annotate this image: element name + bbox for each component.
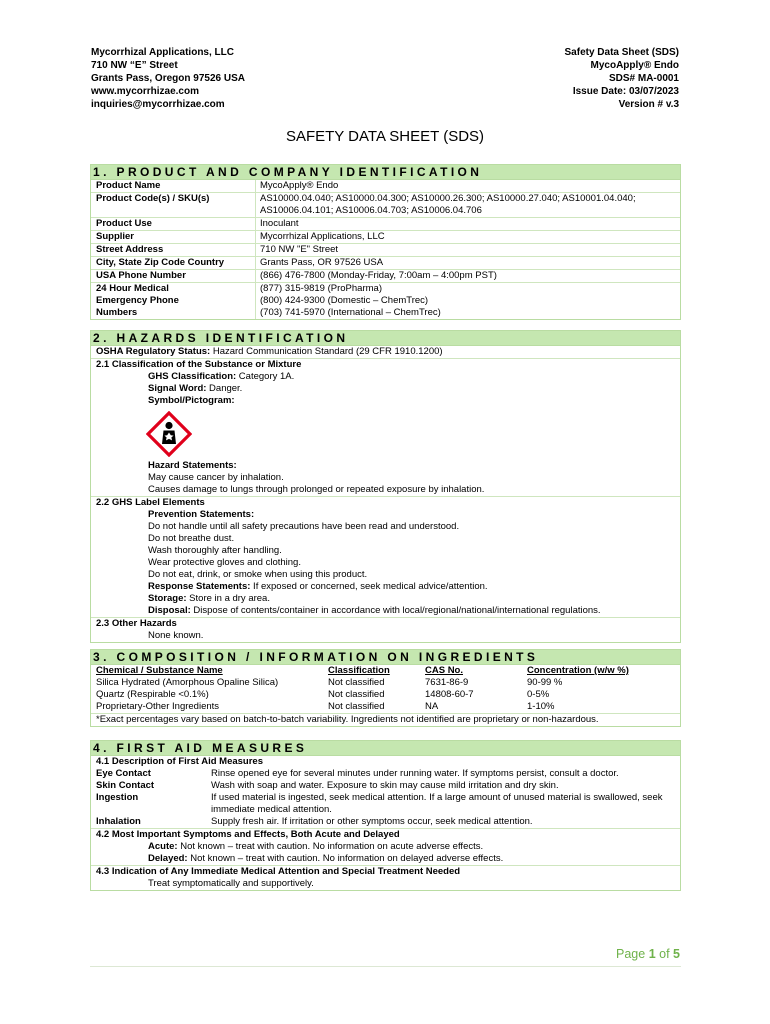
section-heading: 4. FIRST AID MEASURES bbox=[91, 741, 680, 756]
first-aid-row bbox=[91, 792, 680, 816]
subsection-title: 4.1 Description of First Aid Measures bbox=[96, 756, 263, 767]
table-row bbox=[91, 180, 680, 193]
signal-value: Danger. bbox=[206, 383, 243, 394]
sds-number: SDS# MA-0001 bbox=[608, 73, 679, 84]
acute-effects bbox=[96, 841, 680, 853]
ghs-label: GHS Classification: bbox=[148, 371, 237, 382]
emergency-label-line: 24 Hour Medical bbox=[96, 283, 169, 294]
signal-label: Signal Word: bbox=[148, 383, 207, 394]
table-cell: NA bbox=[425, 701, 439, 712]
osha-value: Hazard Communication Standard (29 CFR 1910.1200) bbox=[210, 346, 443, 357]
prevention-statement: Do not eat, drink, or smoke when using this product. bbox=[148, 569, 368, 580]
page-current: 1 bbox=[648, 947, 656, 961]
table-cell: Not classified bbox=[328, 677, 385, 688]
health-hazard-pictogram-icon bbox=[146, 411, 192, 457]
table-row-emergency bbox=[91, 283, 680, 319]
acute-value: Not known – treat with caution. No information on acute adverse effects. bbox=[177, 841, 484, 852]
company-website: www.mycorrhizae.com bbox=[91, 86, 199, 97]
document-info-block bbox=[565, 46, 679, 111]
page-number bbox=[616, 948, 680, 960]
page-title: SAFETY DATA SHEET (SDS) bbox=[285, 128, 485, 145]
column-header: Classification bbox=[328, 665, 390, 676]
column-header: Chemical / Substance Name bbox=[96, 665, 223, 676]
subsection-4-2 bbox=[91, 829, 680, 866]
storage-label: Storage: bbox=[148, 593, 187, 604]
disposal-statement bbox=[96, 605, 680, 617]
osha-status bbox=[91, 346, 680, 359]
acute-label: Acute: bbox=[148, 841, 178, 852]
section-hazards-identification bbox=[90, 330, 681, 643]
page-total: 5 bbox=[673, 947, 680, 961]
delayed-effects bbox=[96, 853, 680, 865]
storage-statement bbox=[96, 593, 680, 605]
first-aid-value: Wash with soap and water. Exposure to skin may cause mild irritation and dry skin. bbox=[211, 780, 559, 791]
subsection-title: 2.3 Other Hazards bbox=[96, 618, 177, 629]
table-cell: Silica Hydrated (Amorphous Opaline Silica) bbox=[96, 677, 279, 688]
issue-date: Issue Date: 03/07/2023 bbox=[572, 86, 679, 97]
first-aid-label: Eye Contact bbox=[96, 768, 151, 779]
first-aid-row bbox=[91, 780, 680, 792]
company-email: inquiries@mycorrhizae.com bbox=[91, 99, 225, 110]
delayed-label: Delayed: bbox=[148, 853, 188, 864]
first-aid-row bbox=[91, 816, 680, 828]
table-cell: Not classified bbox=[328, 689, 385, 700]
table-cell: 14808-60-7 bbox=[425, 689, 474, 700]
subsection-title: 4.2 Most Important Symptoms and Effects, Both Acute and Delayed bbox=[96, 829, 400, 840]
table-cell: Quartz (Respirable <0.1%) bbox=[96, 689, 209, 700]
subsection-4-3 bbox=[91, 866, 680, 890]
row-value: (866) 476-7800 (Monday-Friday, 7:00am – 4:00pm PST) bbox=[260, 270, 497, 281]
first-aid-value: Supply fresh air. If irritation or other symptoms occur, seek medical attention. bbox=[211, 816, 533, 827]
symbol-label: Symbol/Pictogram: bbox=[148, 395, 235, 406]
table-cell: 90-99 % bbox=[527, 677, 563, 688]
column-header: CAS No. bbox=[425, 665, 463, 676]
footer-divider bbox=[90, 966, 681, 967]
prevention-statement: Wash thoroughly after handling. bbox=[148, 545, 282, 556]
version-number: Version # v.3 bbox=[618, 99, 679, 110]
table-row bbox=[91, 193, 680, 218]
row-value: MycoApply® Endo bbox=[260, 180, 339, 191]
row-value: 710 NW "E" Street bbox=[260, 244, 339, 255]
row-label: Supplier bbox=[91, 231, 256, 243]
signal-word bbox=[96, 383, 680, 395]
product-name-header: MycoApply® Endo bbox=[590, 60, 679, 71]
emergency-phone: (800) 424-9300 (Domestic – ChemTrec) bbox=[260, 295, 429, 306]
table-row bbox=[91, 257, 680, 270]
emergency-phone: (703) 741-5970 (International – ChemTrec) bbox=[260, 307, 441, 318]
table-row bbox=[91, 270, 680, 283]
disposal-value: Dispose of contents/container in accordance with local/regional/national/international regulations. bbox=[190, 605, 601, 616]
first-aid-value: If used material is ingested, seek medical attention. If a large amount of unused material is swallowed, seek immediate medical attention. bbox=[211, 792, 663, 815]
subsection-title: 2.2 GHS Label Elements bbox=[96, 497, 205, 508]
section-composition bbox=[90, 649, 681, 727]
prevention-statement: Do not handle until all safety precautions have been read and understood. bbox=[148, 521, 460, 532]
row-label: Street Address bbox=[91, 244, 256, 256]
document-type: Safety Data Sheet (SDS) bbox=[564, 47, 679, 58]
company-street: 710 NW “E” Street bbox=[91, 60, 178, 71]
response-value: If exposed or concerned, seek medical advice/attention. bbox=[250, 581, 488, 592]
ingredients-table bbox=[91, 665, 680, 713]
table-cell: Proprietary-Other Ingredients bbox=[96, 701, 220, 712]
response-label: Response Statements: bbox=[148, 581, 251, 592]
page-word: Page bbox=[616, 947, 646, 961]
emergency-phone: (877) 315-9819 (ProPharma) bbox=[260, 283, 382, 294]
subsection-title: 2.1 Classification of the Substance or Mixture bbox=[96, 359, 302, 370]
subsection-2-1 bbox=[91, 359, 680, 497]
table-cell: 0-5% bbox=[527, 689, 550, 700]
disposal-label: Disposal: bbox=[148, 605, 191, 616]
row-value: Mycorrhizal Applications, LLC bbox=[260, 231, 385, 242]
subsection-title: 4.3 Indication of Any Immediate Medical Attention and Special Treatment Needed bbox=[96, 866, 461, 877]
row-label: USA Phone Number bbox=[91, 270, 256, 282]
section-heading: 1. PRODUCT AND COMPANY IDENTIFICATION bbox=[91, 165, 680, 180]
treatment-value: Treat symptomatically and supportively. bbox=[148, 878, 314, 889]
section-product-identification bbox=[90, 164, 681, 320]
first-aid-value: Rinse opened eye for several minutes under running water. If symptoms persist, consult a doctor. bbox=[211, 768, 619, 779]
column-header: Concentration (w/w %) bbox=[527, 665, 629, 676]
other-hazards-value: None known. bbox=[148, 630, 204, 641]
table-row bbox=[91, 231, 680, 244]
row-label bbox=[91, 283, 256, 319]
row-value: Grants Pass, OR 97526 USA bbox=[260, 257, 384, 268]
table-cell: 7631-86-9 bbox=[425, 677, 469, 688]
emergency-label-line: Numbers bbox=[96, 307, 138, 318]
osha-label: OSHA Regulatory Status: bbox=[96, 346, 211, 357]
page-of: of bbox=[659, 947, 670, 961]
row-value bbox=[256, 283, 680, 319]
section-heading: 3. COMPOSITION / INFORMATION ON INGREDIENTS bbox=[91, 650, 680, 665]
delayed-value: Not known – treat with caution. No information on delayed adverse effects. bbox=[187, 853, 504, 864]
table-row bbox=[91, 218, 680, 231]
row-label: Product Name bbox=[91, 180, 256, 192]
ingredients-note: *Exact percentages vary based on batch-to-batch variability. Ingredients not identified are proprietary or non-hazardous. bbox=[91, 713, 680, 726]
row-value: Inoculant bbox=[260, 218, 299, 229]
ghs-classification bbox=[96, 371, 680, 383]
row-value: AS10000.04.040; AS10000.04.300; AS10000.26.300; AS10000.27.040; AS10001.04.040; AS10006.04.101; AS10006.04.703; AS10006.04.706 bbox=[260, 193, 636, 216]
subsection-2-2 bbox=[91, 497, 680, 618]
company-address-block bbox=[91, 46, 245, 111]
first-aid-row bbox=[91, 768, 680, 780]
first-aid-label: Skin Contact bbox=[96, 780, 155, 791]
subsection-4-1 bbox=[91, 756, 680, 829]
row-label: Product Code(s) / SKU(s) bbox=[91, 193, 256, 217]
prevention-statement: Do not breathe dust. bbox=[148, 533, 235, 544]
row-label: City, State Zip Code Country bbox=[91, 257, 256, 269]
response-statements bbox=[96, 581, 680, 593]
table-row bbox=[91, 244, 680, 257]
hazard-statement: May cause cancer by inhalation. bbox=[148, 472, 284, 483]
hazard-statements-label: Hazard Statements: bbox=[148, 460, 237, 471]
hazard-statement: Causes damage to lungs through prolonged or repeated exposure by inhalation. bbox=[148, 484, 485, 495]
emergency-label-line: Emergency Phone bbox=[96, 295, 179, 306]
table-cell: Not classified bbox=[328, 701, 385, 712]
section-heading: 2. HAZARDS IDENTIFICATION bbox=[91, 331, 680, 346]
first-aid-label: Ingestion bbox=[96, 792, 139, 803]
prevention-statement: Wear protective gloves and clothing. bbox=[148, 557, 301, 568]
table-cell: 1-10% bbox=[527, 701, 555, 712]
company-name: Mycorrhizal Applications, LLC bbox=[91, 47, 234, 58]
company-city: Grants Pass, Oregon 97526 USA bbox=[91, 73, 245, 84]
row-label: Product Use bbox=[91, 218, 256, 230]
prevention-label: Prevention Statements: bbox=[148, 509, 255, 520]
ghs-value: Category 1A. bbox=[236, 371, 295, 382]
first-aid-label: Inhalation bbox=[96, 816, 141, 827]
subsection-2-3 bbox=[91, 618, 680, 642]
section-first-aid bbox=[90, 740, 681, 891]
storage-value: Store in a dry area. bbox=[186, 593, 270, 604]
